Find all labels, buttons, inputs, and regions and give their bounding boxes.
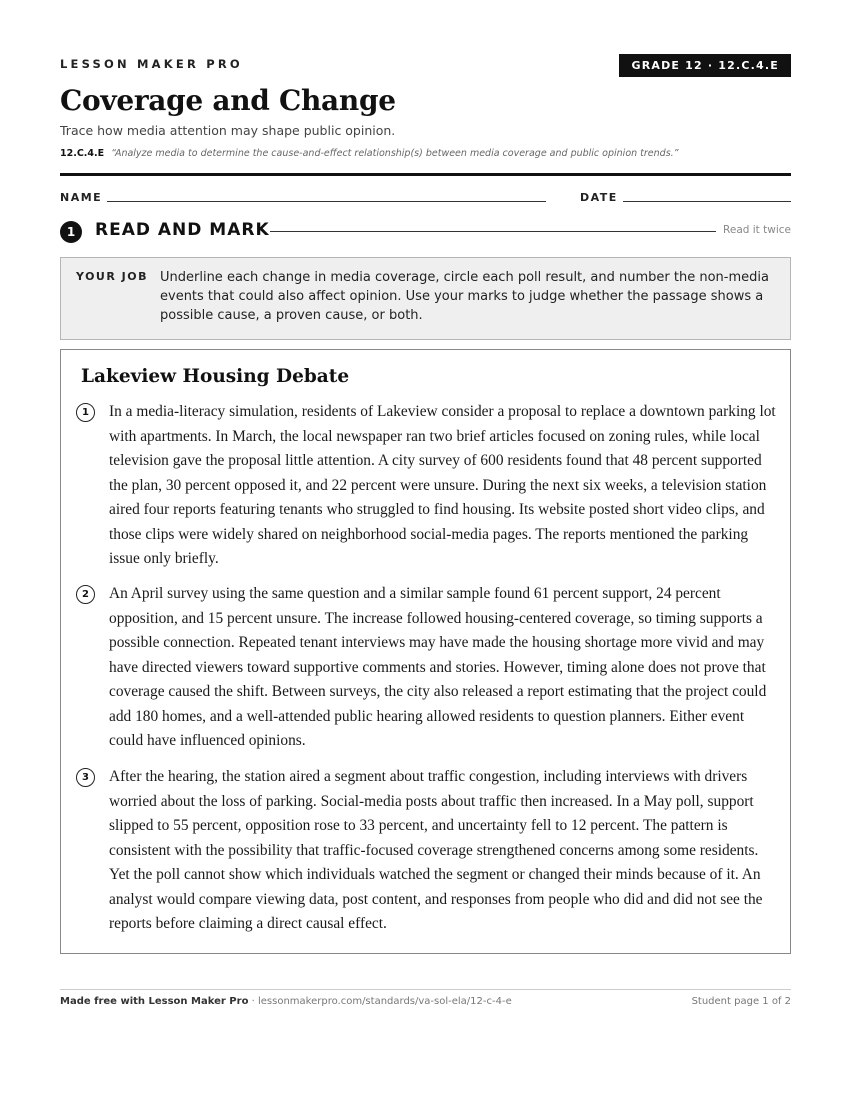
passage-title: Lakeview Housing Debate [81, 366, 350, 387]
passage-paragraph: In a media-literacy simulation, residents of Lakeview consider a proposal to replace a downtown parking lot with apartments. In March, the local newspaper ran two brief articles focused on zoning rules, while local television gave the proposal little attention. A city survey of 600 residents found that 48 percent supported the plan, 30 percent opposed it, and 22 percent were unsure. During the next six weeks, a television station aired four reports featuring tenants who struggled to find housing. Its website posted short video clips, and those clips were widely shared on neighborhood social-media pages. The reports mentioned the parking issue only briefly. [109, 403, 776, 567]
passage-paragraph: An April survey using the same question and a similar sample found 61 percent support, 24 percent opposition, and 15 percent unsure. The increase followed housing-centered coverage, so timing supports a possible connection. Repeated tenant interviews may have made the housing shortage more vivid and may have directed viewers toward supportive comments and stories. However, timing alone does not prove that coverage caused the shift. Between surveys, the city also released a report estimating that the project could add 180 homes, and a well-attended public hearing allowed residents to question planners. Either event could have influenced opinions. [109, 585, 767, 749]
your-job-label: YOUR JOB [76, 270, 148, 283]
standard-code: 12.C.4.E [60, 148, 105, 159]
section-title: READ AND MARK [95, 220, 270, 240]
section-read-and-mark [60, 220, 791, 242]
passage-box [60, 349, 791, 954]
paragraph-number: 2 [76, 585, 95, 604]
date-field[interactable] [623, 201, 791, 202]
section-rule [270, 231, 716, 232]
standard-quote: “Analyze media to determine the cause-and-effect relationship(s) between media coverage and public opinion trends.” [111, 148, 679, 159]
footer-url[interactable]: · lessonmakerpro.com/standards/va-sol-ela/12-c-4-e [248, 996, 512, 1007]
date-label: DATE [580, 191, 618, 204]
brand-name: LESSON MAKER PRO [60, 57, 243, 71]
section-number: 1 [60, 221, 82, 243]
paragraph-number: 1 [76, 403, 95, 422]
footer-credit: Made free with Lesson Maker Pro [60, 996, 249, 1007]
page-title: Coverage and Change [60, 84, 396, 117]
passage-paragraph: After the hearing, the station aired a segment about traffic congestion, including interviews with drivers worried about the loss of parking. Social-media posts about traffic then increased. In a May poll, support slipped to 55 percent, opposition rose to 33 percent, and uncertainty fell to 12 percent. The pattern is consistent with the possibility that traffic-focused coverage strengthened concerns among some residents. Yet the poll cannot show which individuals watched the segment or changed their minds because of it. An analyst would compare viewing data, post content, and responses from people who did and did not see the reports before claiming a direct causal effect. [109, 768, 763, 932]
grade-badge: GRADE 12 · 12.C.4.E [619, 54, 791, 77]
header-divider [60, 173, 791, 176]
section-note: Read it twice [723, 224, 791, 236]
name-date-row [60, 191, 791, 207]
paragraph-number: 3 [76, 768, 95, 787]
your-job-box [60, 257, 791, 340]
standard-line [60, 148, 679, 159]
footer-divider [60, 989, 791, 990]
your-job-text: Underline each change in media coverage, circle each poll result, and number the non-media events that could also affect opinion. Use your marks to judge whether the passage shows a possible cause, a proven cause, or both. [160, 270, 769, 323]
page-number: Student page 1 of 2 [691, 996, 791, 1007]
footer [60, 996, 791, 1007]
name-field[interactable] [107, 201, 546, 202]
page-subtitle: Trace how media attention may shape public opinion. [60, 123, 396, 138]
name-label: NAME [60, 191, 103, 204]
